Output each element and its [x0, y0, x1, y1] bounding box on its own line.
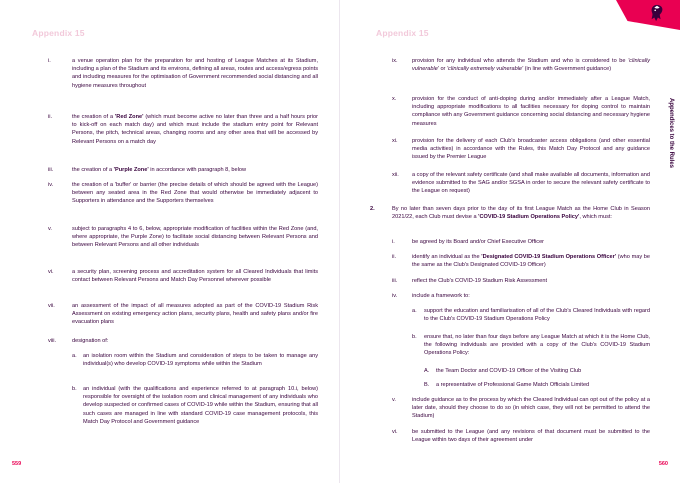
premier-league-lion-logo [648, 4, 666, 22]
appendix-heading: Appendix 15 [32, 28, 85, 38]
page-number: 559 [12, 461, 22, 467]
appendix-heading: Appendix 15 [376, 28, 429, 38]
side-tab: Appendices to the Rules [668, 97, 674, 168]
left-page: Appendix 15 i. a venue operation plan for the preparation for and hosting of League Matches at its Stadium, including a plan of the Stadium and its environs, defining all areas, routes and access/egress points and including measures for the optimisation of Government recommended social distancing and all hygiene measures throughout ii. the creation of a 'Red Zone' (which must become active no later than three and a half hours prior to kick-off on each match day) and which must include the stadium entry point for Relevant Persons, the pitch, technical areas, changing rooms and any other area that will be accessed by Relevant Persons on a match day iii. the creation of a 'Purple Zone' in accordance with paragraph 8, below iv. the creation of a 'buffer' or barrier (the precise details of which should be agreed with the League) between any seated area in the Red Zone that would otherwise be immediately adjacent to Supporters in attendance and the Supporters themselves v. subject to paragraphs 4 to 6, below, appropriate modification of facilities within the Red Zone (and, where appropriate, the Purple Zone) to facilitate social distancing between Relevant Persons and between Relevant Persons and all other individuals vi. a security plan, screening process and accreditation system for all Cleared Individuals that limits contact between Relevant Persons and Match Day Personnel wherever possible vii. an assessment of the impact of all measures adopted as part of the COVID-19 Stadium Risk Assessment on existing emergency action plans, security plans, health and safety plans and/or fire evacuation plans viii. designation of: a. an isolation room within the Stadium and consideration of steps to be taken to manage any individual(s) who develop COVID-19 symptoms while within the Stadium b. an individual (with the qualifications and experience referred to at paragraph 10.i, below) responsible for oversight of the isolation room and clinical management of any individuals who develop suspected or confirmed cases of COVID-19 while within the Stadium, ensuring that all such cases are managed in line with standard COVID-19 case management protocols, this Match Day Protocol and Government guidance 559 [12, 28, 319, 467]
right-page: Appendix 15 Appendices to the Rules ix. provision for any individual who attends the Stadium and who is considered to be 'clinically vulnerable' or 'clinically extremely vulnerable' (in line with Government guidance) x. provision for the conduct of anti-doping during and/or immediately after a League Match, including appropriate modifications to all facilities necessary for doping control to maintain compliance with any Government guidance concerning social distancing and necessary hygiene measures xi. provision for the delivery of each Club's broadcaster access obligations (and other essential media activities) in accordance with the Rules, this Match Day Protocol and any guidance issued by the Premier League xii. a copy of the relevant safety certificate (and shall make available all documents, information and evidence submitted to the SAG and/or SGSA in order to secure the relevant safety certificate to the League on request) 2. By no later than seven days prior to the day of its first League Match as the Home Club in Season 2021/22, each Club must devise a 'COVID-19 Stadium Operations Policy', which must: i. be agreed by its Board and/or Chief Executive Officer ii. identify an individual as the 'Designated COVID-19 Stadium Operations Officer' (who may be the same as the Club's Designated COVID-19 Officer) iii. reflect the Club's COVID-19 Stadium Risk Assessment iv. include a framework to: a. support the education and familiarisation of all of the Club's Cleared Individuals with regard to the Club's COVID-19 Stadium Operations Policy b. ensure that, no later than four days before any League Match at which it is the Home Club, the following individuals are provided with a copy of the Club's COVID-19 Stadium Operations Policy: A. the Team Doctor and COVID-19 Officer of the Visiting Club B. a representative of Professional Game Match Officials Limited v. include guidance as to the process by which the Cleared Individual can opt out of the policy at a later date, should they choose to do so (in which case, they will not be permitted to attend the Stadium) vi. be submitted to the League (and any revisions of that document must be submitted to the League within two days of their agreement under 560 [340, 0, 680, 483]
page-number: 560 [658, 461, 668, 467]
